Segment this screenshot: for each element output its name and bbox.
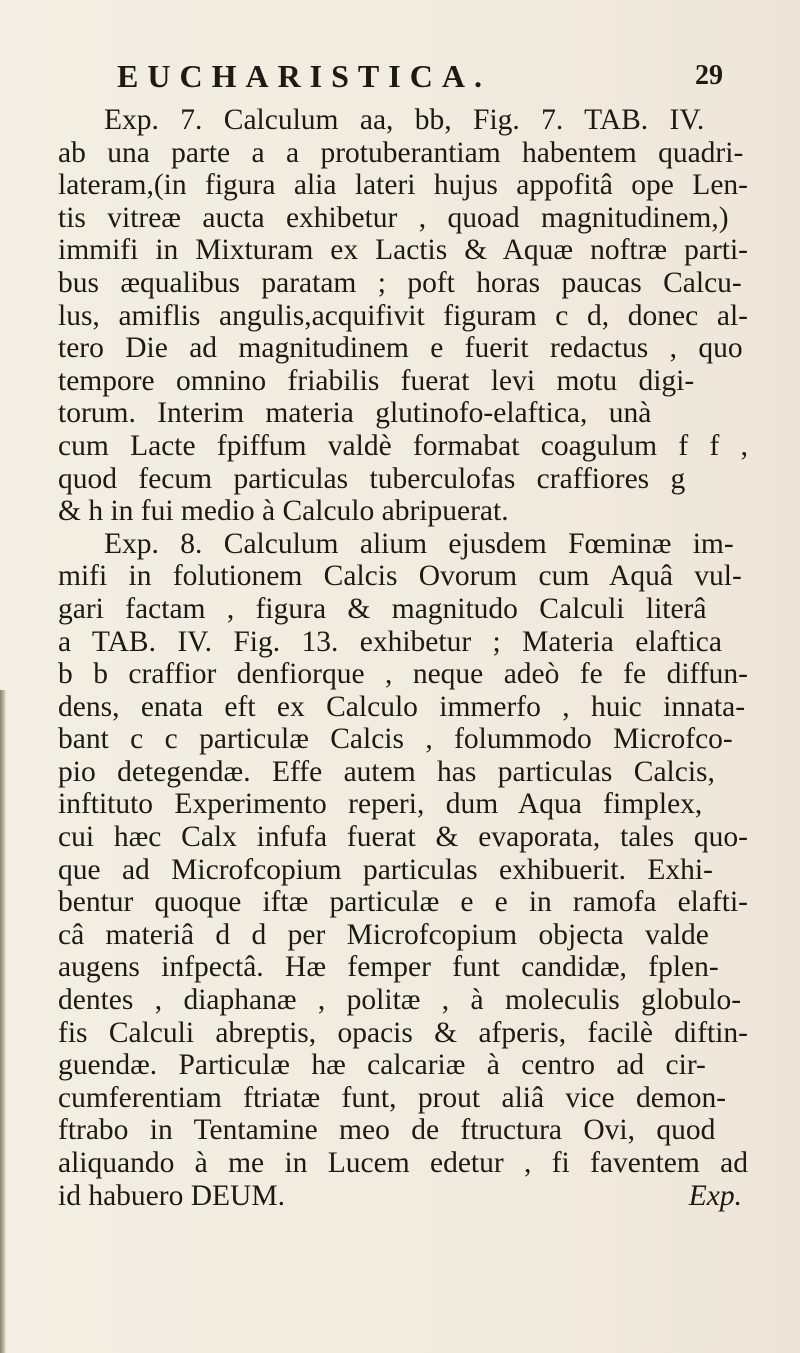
text-line: quod fecum particulas tuberculofas craffiores g [58,462,686,495]
text-line: bant c c particulæ Calcis , folummodo Microfco- [58,723,733,756]
page-number: 29 [695,60,723,91]
text-line: Exp. 7. Calculum aa, bb, Fig. 7. TAB. IV. [104,104,705,136]
text-line: a TAB. IV. Fig. 13. exhibetur ; Materia elaftica [58,625,722,658]
text-line: ab una parte a a protuberantiam habentem quadri- [58,136,744,169]
text-line: bentur quoque iftæ particulæ e e in ramofa elafti- [58,886,748,919]
text-line: dentes , diaphanæ , politæ , à moleculis globulo- [58,984,742,1017]
text-line: cum Lacte fpiffum valdè formabat coagulum f f , [58,429,748,462]
text-line: lateram,(in figura alia lateri hujus appofitâ ope Len- [58,169,748,202]
text-line: gari factam , figura & magnitudo Calculi literâ [58,592,707,625]
text-line: & h in fui medio à Calculo abripuerat. [58,495,509,528]
text-line: fis Calculi abreptis, opacis & afperis, facilè diftin- [58,1016,748,1049]
text-line: que ad Microfcopium particulas exhibuerit. Exhi- [58,853,713,886]
text-line: tero Die ad magnitudinem e fuerit redactus , quo [58,332,743,365]
text-line: tis vitreæ aucta exhibetur , quoad magnitudinem,) [58,201,729,234]
text-line: ftrabo in Tentamine meo de ftructura Ovi, quod [58,1114,716,1147]
text-line: augens infpectâ. Hæ femper funt candidæ, fplen- [58,951,719,984]
text-line: torum. Interim materia glutinofo-elaftica, unà [58,397,652,430]
catchword: Exp. [688,1179,742,1212]
text-line: aliquando à me in Lucem edetur , fi faventem ad [58,1147,748,1179]
text-line: dens, enata eft ex Calculo immerfo , huic innata- [58,690,746,723]
text-line: câ materiâ d d per Microfcopium objecta valde [58,918,709,951]
body-text [58,104,748,1212]
page-header [0,58,800,98]
running-title: EUCHARISTICA. [117,58,491,94]
text-line: cumferentiam ftriatæ funt, prout aliâ vice demon- [58,1081,727,1114]
page-edge-shadow [0,690,6,1353]
text-line: mifi in folutionem Calcis Ovorum cum Aquâ vul- [58,560,742,593]
text-line: b b craffior denfiorque , neque adeò fe fe diffun- [58,658,748,691]
text-line: bus æqualibus paratam ; poft horas paucas Calcu- [58,266,742,299]
text-line: pio detegendæ. Effe autem has particulas Calcis, [58,755,715,788]
text-line: Exp. 8. Calculum alium ejusdem Fœminæ im- [104,527,734,560]
text-line: id habuero DEUM. [58,1179,285,1212]
text-line: cui hæc Calx infufa fuerat & evaporata, tales quo- [58,821,748,854]
text-line: lus, amiflis angulis,acquifivit figuram c d, donec al- [58,299,748,332]
text-line: inftituto Experimento reperi, dum Aqua fimplex, [58,788,703,821]
text-line: immifi in Mixturam ex Lactis & Aquæ noftræ parti- [58,234,748,267]
text-line: tempore omnino friabilis fuerat levi motu digi- [58,364,695,397]
text-line: guendæ. Particulæ hæ calcariæ à centro ad cir- [58,1049,706,1082]
